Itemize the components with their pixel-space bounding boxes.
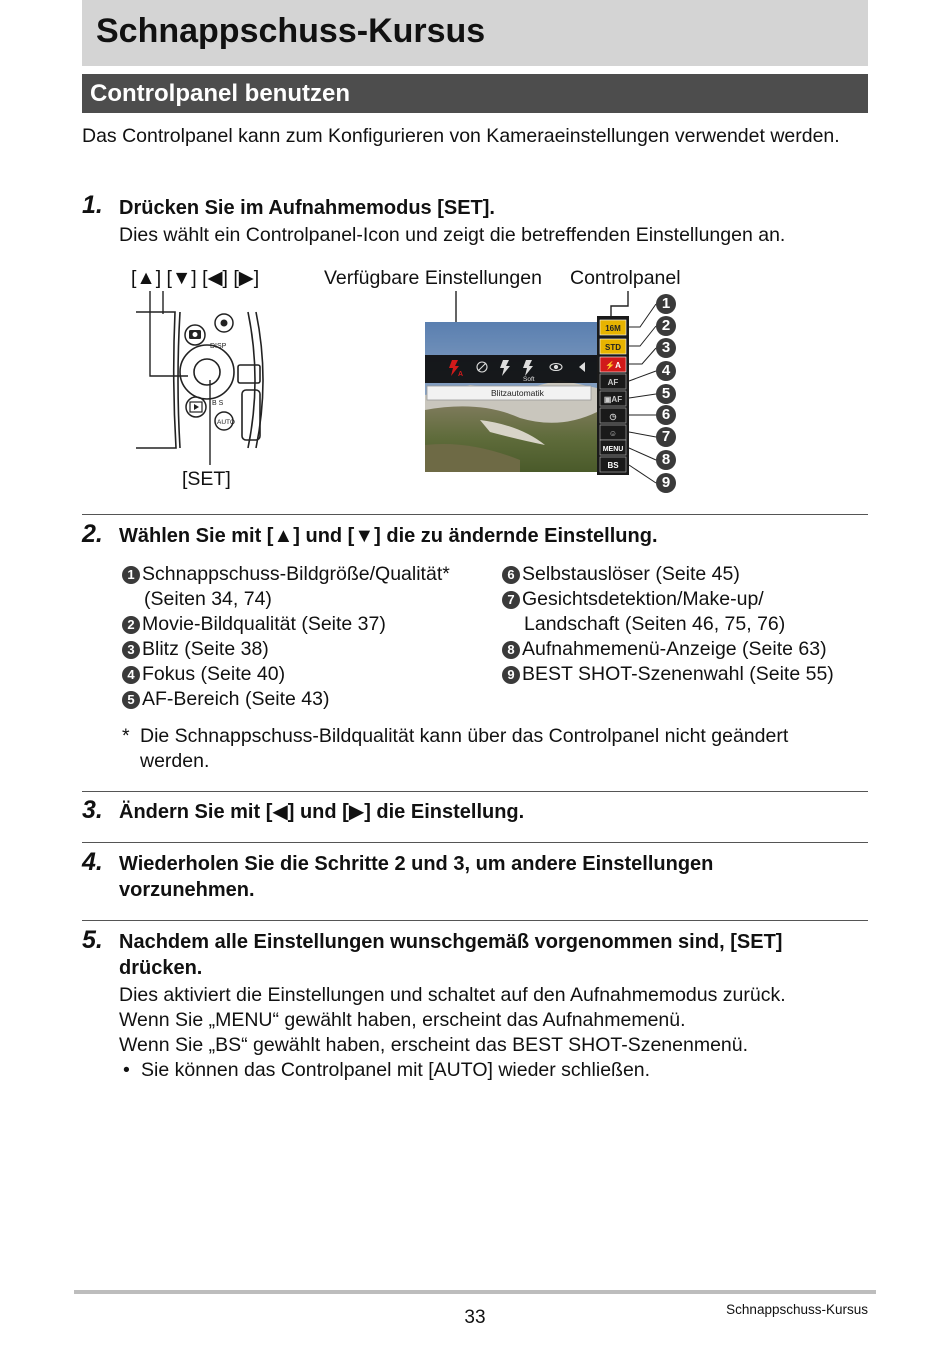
list-item: 4 Fokus (Seite 40) xyxy=(122,662,285,687)
panel-label-5: ▣AF xyxy=(603,395,623,404)
callout-3: 3 xyxy=(656,338,676,358)
divider-step4 xyxy=(82,842,868,843)
step5-number: 5. xyxy=(82,926,103,954)
figure-label-panel: Controlpanel xyxy=(570,267,681,289)
camera-auto-label: AUTO xyxy=(217,419,235,426)
camera-shutter-button-icon xyxy=(185,325,205,345)
list-item: 6 Selbstauslöser (Seite 45) xyxy=(502,562,740,587)
screen-setting-name: Blitzautomatik xyxy=(491,388,544,398)
list-item: 9 BEST SHOT-Szenenwahl (Seite 55) xyxy=(502,662,834,687)
step5-bullet: Sie können das Controlpanel mit [AUTO] wieder schließen. xyxy=(141,1059,651,1081)
list-item: 2 Movie-Bildqualität (Seite 37) xyxy=(122,612,386,637)
bullet-mark: • xyxy=(123,1059,130,1081)
camera-disp-label: DISP xyxy=(210,343,227,350)
step5-heading: Nachdem alle Einstellungen wunschgemäß vorgenommen sind, [SET] drücken. xyxy=(119,931,783,979)
step5-line-2: Wenn Sie „MENU“ gewählt haben, erscheint das Aufnahmemenü. xyxy=(119,1009,686,1031)
step1-number: 1. xyxy=(82,191,103,219)
svg-text:A: A xyxy=(458,371,464,378)
screen-soft-label: Soft xyxy=(523,376,535,383)
panel-label-7: ☺ xyxy=(608,429,618,438)
panel-label-1: 16M xyxy=(605,324,621,333)
footnote-mark: * xyxy=(122,725,130,747)
divider-step2 xyxy=(82,514,868,515)
list-item: 3 Blitz (Seite 38) xyxy=(122,637,269,662)
callout-7: 7 xyxy=(656,427,676,447)
figure-label-available: Verfügbare Einstellungen xyxy=(324,267,542,289)
figure-label-set: [SET] xyxy=(182,468,231,490)
panel-label-2: STD xyxy=(605,343,621,352)
figure-label-arrows: [▲] [▼] [◀] [▶] xyxy=(131,267,260,289)
list-item: 1 Schnappschuss-Bildgröße/Qualität* xyxy=(122,562,450,587)
panel-label-9: BS xyxy=(607,461,619,470)
step2-number: 2. xyxy=(82,520,103,548)
running-title: Schnappschuss-Kursus xyxy=(726,1302,868,1317)
camera-bs-label: B S xyxy=(212,400,224,407)
callout-1: 1 xyxy=(656,294,676,314)
list-item-continuation: Landschaft (Seiten 46, 75, 76) xyxy=(524,613,786,635)
step4-number: 4. xyxy=(82,848,103,876)
panel-label-6: ◷ xyxy=(609,412,617,421)
step3-number: 3. xyxy=(82,796,103,824)
step2-heading: Wählen Sie mit [▲] und [▼] die zu ändernde Einstellung. xyxy=(119,525,658,547)
divider-step5 xyxy=(82,920,868,921)
list-item-continuation: (Seiten 34, 74) xyxy=(144,588,272,610)
section-title: Controlpanel benutzen xyxy=(90,80,350,107)
camera-playback-button-icon xyxy=(186,397,206,417)
camera-figure xyxy=(0,0,950,520)
step3-heading: Ändern Sie mit [◀] und [▶] die Einstellung. xyxy=(119,801,525,823)
step1-text: Dies wählt ein Controlpanel-Icon und zeigt die betreffenden Einstellungen an. xyxy=(119,224,786,246)
step5-line-3: Wenn Sie „BS“ gewählt haben, erscheint das BEST SHOT-Szenenmenü. xyxy=(119,1034,749,1056)
step4-heading: Wiederholen Sie die Schritte 2 und 3, um andere Einstellungen vorzunehmen. xyxy=(119,853,714,901)
callout-2: 2 xyxy=(656,316,676,336)
list-item: 7 Gesichtsdetektion/Make-up/ xyxy=(502,587,764,612)
page-number: 33 xyxy=(464,1307,486,1328)
intro-text: Das Controlpanel kann zum Konfigurieren von Kameraeinstellungen verwendet werden. xyxy=(82,125,840,147)
control-panel-column xyxy=(597,304,656,483)
camera-control-dial xyxy=(180,345,234,399)
step1-heading: Drücken Sie im Aufnahmemodus [SET]. xyxy=(119,197,495,219)
callout-9: 9 xyxy=(656,473,676,493)
callout-5: 5 xyxy=(656,384,676,404)
panel-label-8: MENU xyxy=(602,446,624,453)
panel-label-3: ⚡A xyxy=(605,361,621,370)
callout-6: 6 xyxy=(656,405,676,425)
callout-8: 8 xyxy=(656,450,676,470)
list-item: 5 AF-Bereich (Seite 43) xyxy=(122,687,330,712)
callout-4: 4 xyxy=(656,361,676,381)
list-item: 8 Aufnahmemenü-Anzeige (Seite 63) xyxy=(502,637,827,662)
footer-rule xyxy=(74,1290,876,1294)
camera-movie-button-icon xyxy=(215,314,233,332)
panel-label-4: AF xyxy=(607,378,619,387)
step5-line-1: Dies aktiviert die Einstellungen und schaltet auf den Aufnahmemodus zurück. xyxy=(119,984,786,1006)
camera-screen-image xyxy=(425,322,597,472)
chapter-title: Schnappschuss-Kursus xyxy=(96,12,486,50)
footnote-text: Die Schnappschuss-Bildqualität kann über das Controlpanel nicht geändert werden. xyxy=(140,725,789,772)
divider-step3 xyxy=(82,791,868,792)
